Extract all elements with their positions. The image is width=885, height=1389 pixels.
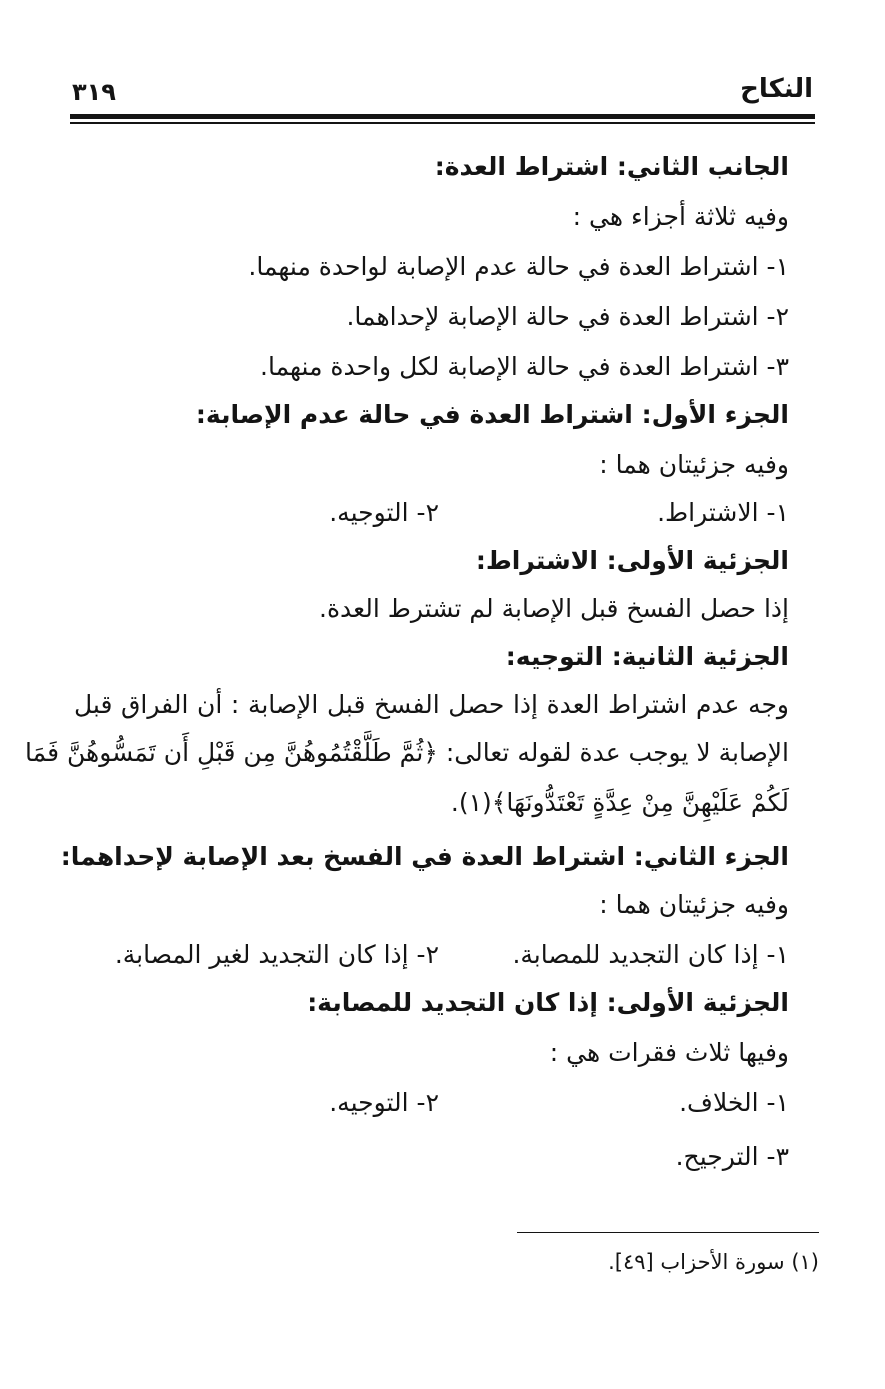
list-item: ١- الخلاف. (679, 1088, 789, 1117)
list-item: ١- إذا كان التجديد للمصابة. (512, 940, 789, 969)
list-item: ٣- اشتراط العدة في حالة الإصابة لكل واحدة منهما. (260, 352, 789, 381)
chapter-title: النكاح (740, 74, 813, 104)
list-item: ١- اشتراط العدة في حالة عدم الإصابة لواحدة منهما. (248, 252, 789, 281)
list-item: ٣- الترجيح. (675, 1142, 789, 1171)
section-heading: الجانب الثاني: اشتراط العدة: (434, 152, 789, 181)
subsection-heading: الجزئية الأولى: إذا كان التجديد للمصابة: (307, 988, 789, 1017)
list-item: ١- الاشتراط. (657, 498, 789, 527)
subsection-heading: الجزء الثاني: اشتراط العدة في الفسخ بعد الإصابة لإحداهما: (60, 842, 789, 871)
paragraph-line: وفيه ثلاثة أجزاء هي : (572, 202, 789, 231)
subsection-heading: الجزء الأول: اشتراط العدة في حالة عدم الإصابة: (195, 400, 789, 429)
paragraph-line: وفيه جزئيتان هما : (599, 450, 789, 479)
header-rule-thin (70, 122, 815, 124)
subsection-heading: الجزئية الأولى: الاشتراط: (475, 546, 789, 575)
footnote: (١) سورة الأحزاب [٤٩]. (608, 1250, 819, 1274)
quran-verse-line: الإصابة لا يوجب عدة لقوله تعالى: ﴿ثُمَّ طَلَّقْتُمُوهُنَّ مِن قَبْلِ أَن تَمَسُّوهُنَّ فَمَا (25, 738, 789, 767)
paragraph-line: وفيها ثلاث فقرات هي : (549, 1038, 789, 1067)
subsection-heading: الجزئية الثانية: التوجيه: (505, 642, 789, 671)
footnote-separator (517, 1232, 819, 1233)
paragraph-line: إذا حصل الفسخ قبل الإصابة لم تشترط العدة. (319, 594, 789, 623)
list-item: ٢- اشتراط العدة في حالة الإصابة لإحداهما. (346, 302, 789, 331)
page-number: ٣١٩ (72, 78, 116, 106)
list-item: ٢- التوجيه. (329, 1088, 439, 1117)
list-item: ٢- التوجيه. (329, 498, 439, 527)
paragraph-line: وجه عدم اشتراط العدة إذا حصل الفسخ قبل الإصابة : أن الفراق قبل (74, 690, 789, 719)
quran-verse-line: لَكُمْ عَلَيْهِنَّ مِنْ عِدَّةٍ تَعْتَدُّونَهَا﴾(١). (450, 788, 789, 817)
paragraph-line: وفيه جزئيتان هما : (599, 890, 789, 919)
list-item: ٢- إذا كان التجديد لغير المصابة. (114, 940, 439, 969)
header-rule-thick (70, 114, 815, 119)
